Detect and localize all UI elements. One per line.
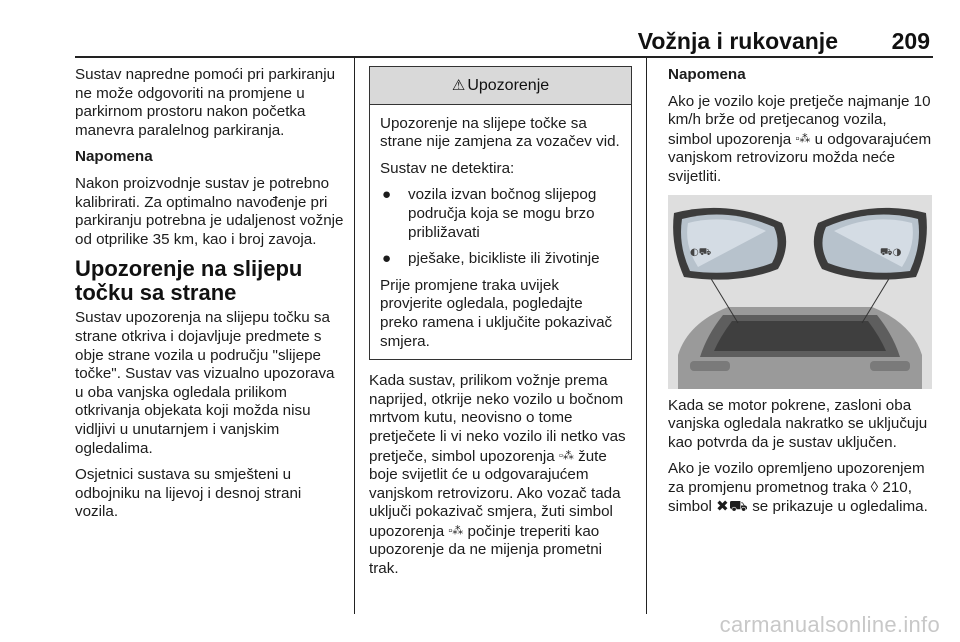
column-divider-left (354, 58, 355, 614)
body-text-c: počinje treperiti kao upozorenje da ne mijenja prometni trak. (369, 522, 603, 578)
bullet-text: vozila izvan bočnog slijepog područja koja se mogu brzo približavati (408, 186, 597, 241)
header-rule (75, 56, 933, 58)
right-mirror-icon (814, 207, 927, 279)
body-text-a: Ako je vozilo opremljeno upozorenjem za promjenu prometnog traka (668, 460, 925, 496)
note-text-b: u odgovarajućem vanjskom retrovizoru možda neće svijetliti. (668, 130, 932, 185)
warning-title: Upozorenje (467, 77, 550, 94)
watermark: carmanualsonline.info (719, 612, 940, 637)
page-number: 209 (891, 28, 930, 54)
reference-diamond-icon: ◊ (870, 478, 879, 496)
bullet-dot-icon: ● (382, 250, 392, 268)
body-paragraph-1: Kada se motor pokrene, zasloni oba vanjska ogledala nakratko se uključuju kao potvrda da je sustav uključen. (668, 396, 928, 451)
note-text: Nakon proizvodnje sustav je potrebno kalibrirati. Za optimalno navođenje pri parkiranju potrebna je udaljenost vožnje od otprilike 35 km, kao i broj zavoja. (75, 174, 344, 248)
blind-spot-warning-icon: ▫⁂ (558, 449, 574, 462)
warning-triangle-icon: ⚠ (451, 77, 466, 94)
page-reference-link[interactable]: 210 (882, 478, 908, 496)
section-heading: Upozorenje na slijepu točku sa strane (75, 256, 303, 306)
warning-paragraph-3: Prije promjene traka uvijek provjerite ogledala, pogledajte preko ramena i uključite pokazivač smjera. (380, 276, 613, 350)
body-text-b: , simbol (668, 478, 912, 515)
warning-box (369, 66, 632, 360)
bullet-dot-icon: ● (382, 186, 392, 204)
body-paragraph (369, 372, 632, 579)
column-3 (668, 66, 934, 524)
note-title: Napomena (668, 66, 746, 83)
blind-spot-warning-icon: ▫⁂ (448, 524, 464, 537)
page-header-title: Vožnja i rukovanje (637, 28, 838, 54)
warning-paragraph-2: Sustav ne detektira: (380, 159, 515, 177)
column-divider-right (646, 58, 647, 614)
section-paragraph-1: Sustav upozorenja na slijepu točku sa strane otkriva i dojavljuje predmete s obje strane vozila u području "slijepe točke". Sustav vas vizualno upozorava u oba vanjska ogledala prilikom otkrivanja objekata koji možda nisu vidljivi u unutarnjem i vanjskim ogledalima. (75, 309, 335, 457)
mirrors-illustration (668, 195, 932, 389)
column-2 (369, 66, 632, 587)
section-paragraph-2: Osjetnici sustava su smješteni u odbojniku na lijevoj i desnoj strani vozila. (75, 466, 302, 521)
body-paragraph-2 (668, 460, 934, 516)
column-1 (75, 66, 345, 530)
left-mirror-icon (673, 207, 786, 279)
blind-spot-warning-icon: ▫⁂ (795, 132, 811, 145)
intro-paragraph: Sustav napredne pomoći pri parkiranju ne može odgovoriti na promjene u parkirnom prostoru nakon početka manevra paralelnog parkiranja. (75, 66, 336, 139)
lane-change-warning-icon: ✖⛟ (716, 497, 748, 515)
warning-header (370, 67, 631, 105)
note-text-a: Ako je vozilo koje pretječe najmanje 10 km/h brže od pretjecanog vozila, simbol upozorenja (668, 92, 931, 148)
warning-bullet-list (380, 186, 621, 268)
body-text-a: Kada sustav, prilikom vožnje prema naprijed, otkrije neko vozilo u bočnom mrtvom kutu, neovisno o tome pretječete li vi neko vozilo ili netko vas pretječe, simbol upozorenja (369, 372, 626, 465)
warning-paragraph-1: Upozorenje na slijepe točke sa strane nije zamjena za vozačev vid. (380, 114, 620, 151)
warning-bullet-item (380, 250, 621, 269)
bullet-text: pješake, bicikliste ili životinje (408, 250, 600, 268)
warning-bullet-item (380, 186, 621, 242)
note-text (668, 93, 934, 187)
svg-text:⛟◑: ⛟◑ (880, 246, 902, 258)
body-text-c: se prikazuje u ogledalima. (752, 497, 928, 515)
svg-text:◐⛟: ◐⛟ (690, 246, 712, 258)
body-text-b: žute boje svijetlit će u odgovarajućem vanjskom retrovizoru. Ako vozač tada uključi pokazivač smjera, žuti simbol upozorenja (369, 447, 621, 540)
warning-body (370, 105, 631, 360)
note-title: Napomena (75, 148, 153, 166)
